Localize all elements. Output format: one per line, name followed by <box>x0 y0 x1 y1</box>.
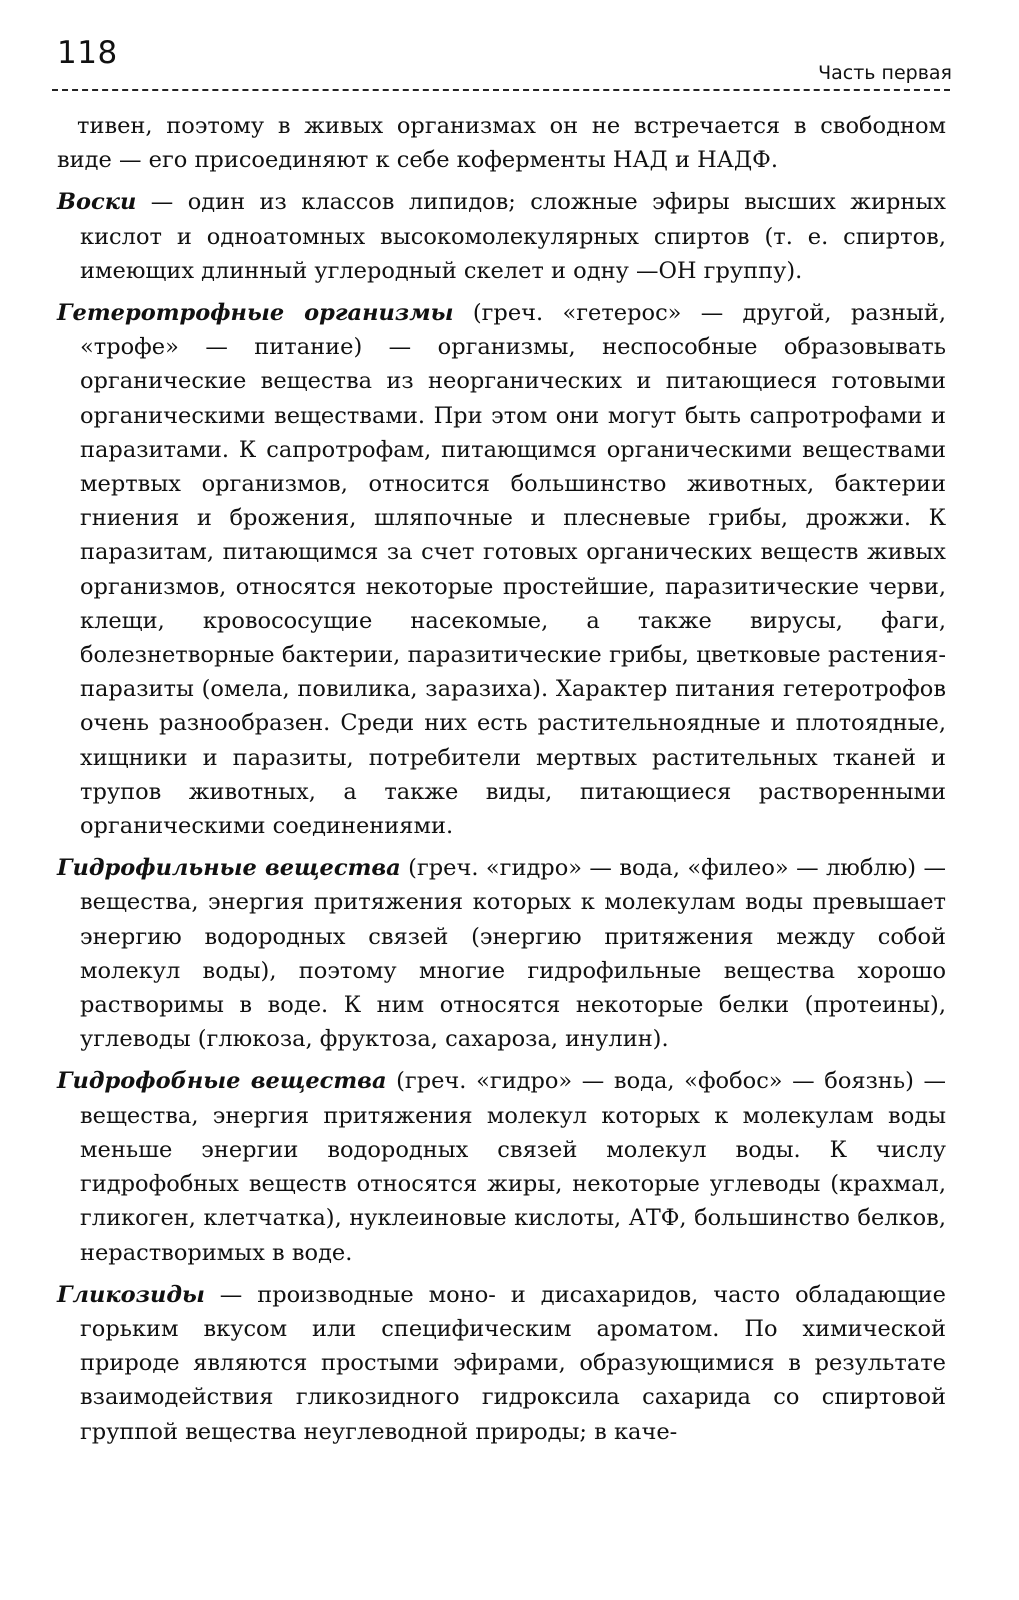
glossary-entry-voski <box>57 185 946 288</box>
entry-definition: — производные моно- и дисахаридов, часто обладающие горьким вкусом или специфическим ароматом. По химической природе являются простыми эфирами, образующимися в результате взаимодействия гликозидного гидроксила сахарида со спиртовой группой вещества неуглеводной природы; в каче- <box>80 1281 946 1445</box>
page-number: 118 <box>57 35 118 71</box>
entry-term: Гетеротрофные организмы <box>57 300 454 327</box>
entry-definition: (греч. «гидро» — вода, «филео» — люблю) — вещества, энергия притяжения которых к молекулам воды превышает энергию водородных связей (энергию притяжения между собой молекул воды), поэтому многие гидрофильные вещества хорошо растворимы в воде. К ним относятся некоторые белки (протеины), углеводы (глюкоза, фруктоза, сахароза, инулин). <box>80 855 946 1053</box>
header-divider <box>52 89 950 91</box>
glossary-entry-glycosides <box>57 1278 946 1449</box>
entry-definition: — один из классов липидов; сложные эфиры высших жирных кислот и одноатомных высокомолекулярных спиртов (т. е. спиртов, имеющих длинный углеродный скелет и одну —ОН группу). <box>80 189 946 284</box>
entry-term: Гидрофобные вещества <box>57 1068 387 1095</box>
running-title: Часть первая <box>818 62 952 84</box>
page-body <box>57 109 946 1449</box>
entry-definition: (греч. «гидро» — вода, «фобос» — боязнь) — вещества, энергия притяжения молекул которых к молекулам воды меньше энергии водородных связей молекул воды. К числу гидрофобных веществ относятся жиры, некоторые углеводы (крахмал, гликоген, клетчатка), нуклеиновые кислоты, АТФ, большинство белков, нерастворимых в воде. <box>80 1068 946 1266</box>
entry-term: Воски <box>57 189 137 216</box>
entry-definition: (греч. «гетерос» — другой, разный, «трофе» — питание) — организмы, неспособные образовывать органические вещества из неорганических и питающиеся готовыми органическими веществами. При этом они могут быть сапротрофами и паразитами. К сапротрофам, питающимся органическими веществами мертвых организмов, относится большинство животных, бактерии гниения и брожения, шляпочные и плесневые грибы, дрожжи. К паразитам, питающимся за счет готовых органических веществ живых организмов, относятся некоторые простейшие, паразитические черви, клещи, кровососущие насекомые, а также вирусы, фаги, болезнетворные бактерии, паразитические грибы, цветковые растения-паразиты (омела, повилика, заразиха). Характер питания гетеротрофов очень разнообразен. Среди них есть растительноядные и плотоядные, хищники и паразиты, потребители мертвых растительных тканей и трупов животных, а также виды, питающиеся растворенными органическими соединениями. <box>80 300 946 840</box>
continuation-paragraph: тивен, поэтому в живых организмах он не встречается в свободном виде — его присоединяют к себе коферменты НАД и НАДФ. <box>57 113 946 174</box>
entry-term: Гидрофильные вещества <box>57 855 401 882</box>
glossary-entry-hydrophilic <box>57 851 946 1056</box>
glossary-entry-heterotrophs <box>57 296 946 843</box>
entry-term: Гликозиды <box>57 1281 205 1308</box>
glossary-entry-hydrophobic <box>57 1064 946 1269</box>
